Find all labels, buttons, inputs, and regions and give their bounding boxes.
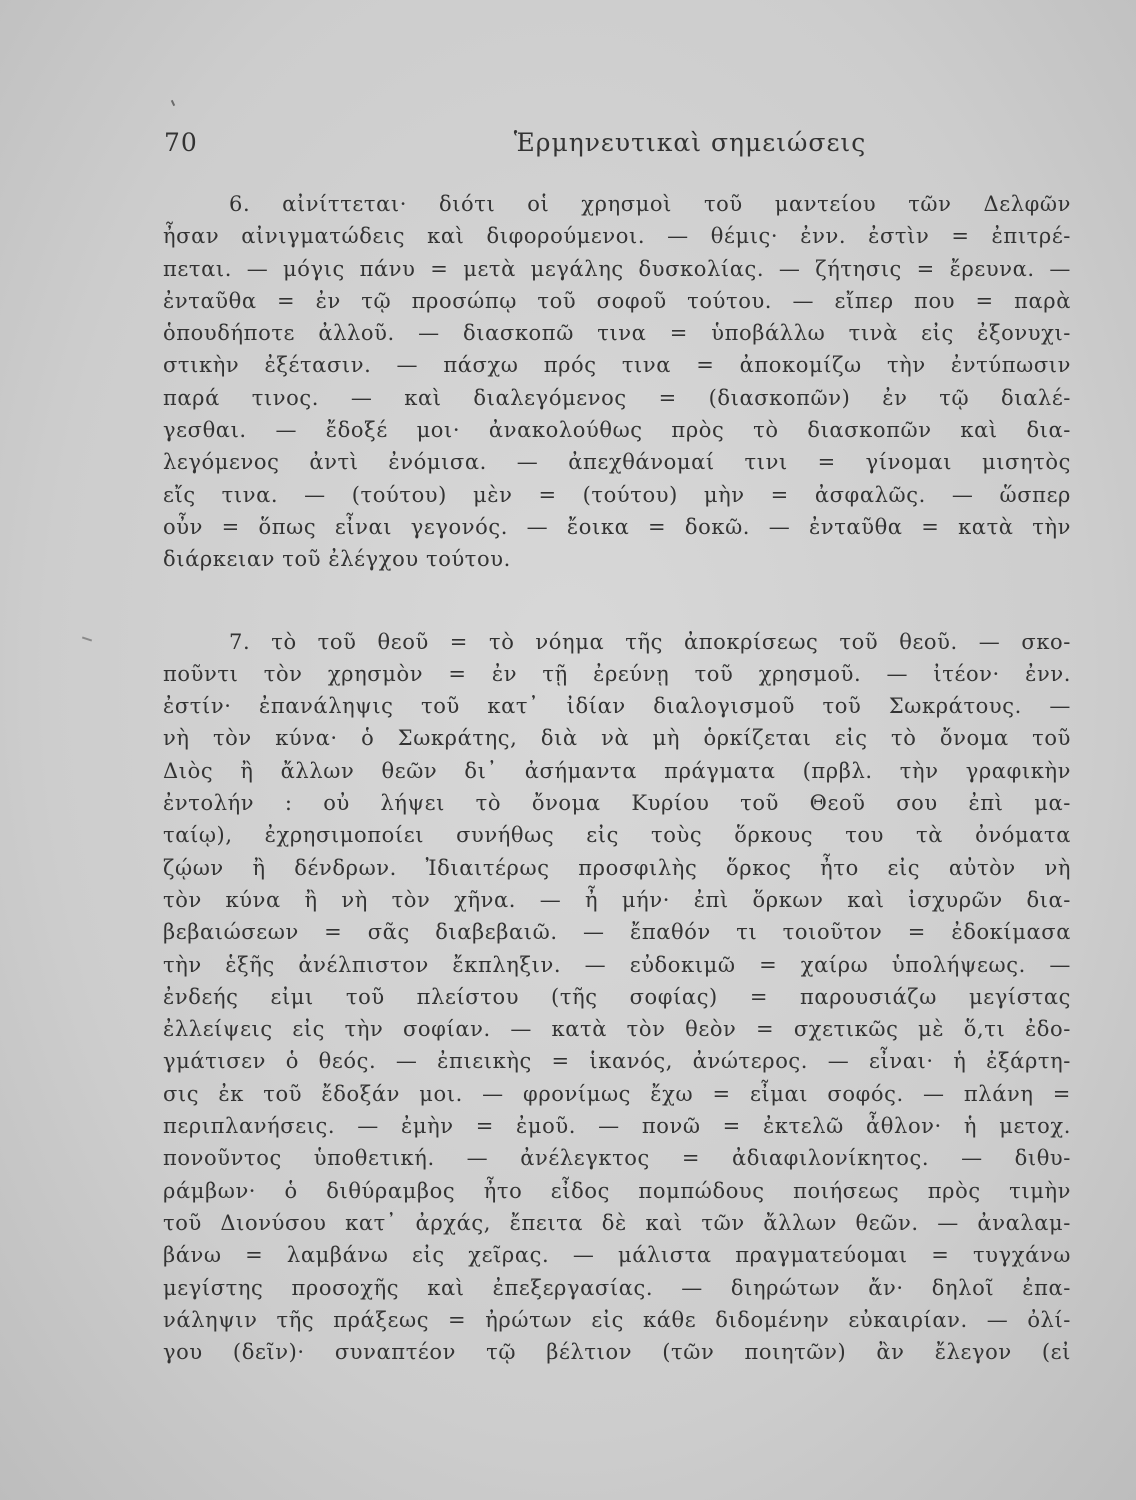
text-line: τοῦ Διονύσου κατ᾿ ἀρχάς, ἔπειτα δὲ καὶ τῶν ἄλλων θεῶν. — ἀναλαμ- [163, 1210, 1071, 1235]
text-line: τὸν κύνα ἢ νὴ τὸν χῆνα. — ἦ μήν· ἐπὶ ὅρκων καὶ ἰσχυρῶν δια- [163, 887, 1071, 912]
text-line: μεγίστης προσοχῆς καὶ ἐπεξεργασίας. — διηρώτων ἄν· δηλοῖ ἐπα- [163, 1275, 1071, 1300]
paragraph-6 [163, 188, 1071, 576]
text-line: βεβαιώσεων = σᾶς διαβεβαιῶ. — ἔπαθόν τι τοιοῦτον = ἐδοκίμασα [163, 920, 1071, 945]
text-line: οὖν = ὅπως εἶναι γεγονός. — ἔοικα = δοκῶ. — ἐνταῦθα = κατὰ τὴν [163, 514, 1071, 539]
text-line: διάρκειαν τοῦ ἐλέγχου τούτου. [163, 547, 511, 572]
paragraph-gap [163, 576, 1071, 626]
text-line: ἐστίν· ἐπανάληψις τοῦ κατ᾿ ἰδίαν διαλογισμοῦ τοῦ Σωκράτους. — [163, 694, 1071, 719]
text-line: ζῴων ἢ δένδρων. Ἰδιαιτέρως προσφιλὴς ὅρκος ἦτο εἰς αὐτὸν νὴ [163, 855, 1071, 880]
text-line: γμάτισεν ὁ θεός. — ἐπιεικὴς = ἱκανός, ἀνώτερος. — εἶναι· ἡ ἐξάρτη- [163, 1049, 1071, 1074]
text-line: ἦσαν αἰνιγματώδεις καὶ διφορούμενοι. — θέμις· ἐνν. ἐστὶν = ἐπιτρέ- [163, 224, 1071, 249]
page-header [160, 128, 1070, 168]
text-line: τὴν ἑξῆς ἀνέλπιστον ἔκπληξιν. — εὐδοκιμῶ = χαίρω ὑπολήψεως. — [163, 952, 1071, 977]
text-line: εἴς τινα. — (τούτου) μὲν = (τούτου) μὴν = ἀσφαλῶς. — ὥσπερ [163, 482, 1071, 507]
text-line: γου (δεῖν)· συναπτέον τῷ βέλτιον (τῶν ποιητῶν) ἂν ἔλεγον (εἰ [163, 1340, 1071, 1365]
text-line: περιπλανήσεις. — ἐμὴν = ἐμοῦ. — πονῶ = ἐκτελῶ ἆθλον· ἡ μετοχ. [163, 1114, 1071, 1139]
text-line: βάνω = λαμβάνω εἰς χεῖρας. — μάλιστα πραγματεύομαι = τυγχάνω [163, 1243, 1071, 1268]
text-line: 7. τὸ τοῦ θεοῦ = τὸ νόημα τῆς ἀποκρίσεως τοῦ θεοῦ. — σκο- [229, 629, 1071, 654]
text-line: ταίῳ), ἐχρησιμοποίει συνήθως εἰς τοὺς ὅρκους του τὰ ὀνόματα [163, 823, 1071, 848]
text-line: πονοῦντος ὑποθετική. — ἀνέλεγκτος = ἀδιαφιλονίκητος. — διθυ- [163, 1146, 1071, 1171]
paragraph-7 [163, 626, 1071, 1369]
text-line: ὁπουδήποτε ἀλλοῦ. — διασκοπῶ τινα = ὑποβάλλω τινὰ εἰς ἐξονυχι- [163, 321, 1071, 346]
text-line: νάληψιν τῆς πράξεως = ἠρώτων εἰς κάθε διδομένην εὐκαιρίαν. — ὀλί- [163, 1307, 1071, 1332]
text-line: ἐντολήν : οὐ λήψει τὸ ὄνομα Κυρίου τοῦ Θεοῦ σου ἐπὶ μα- [163, 791, 1071, 816]
page-speck [171, 100, 175, 106]
text-line: στικὴν ἐξέτασιν. — πάσχω πρός τινα = ἀποκομίζω τὴν ἐντύπωσιν [163, 353, 1071, 378]
text-line: ἐνδεής εἰμι τοῦ πλείστου (τῆς σοφίας) = παρουσιάζω μεγίστας [163, 984, 1071, 1009]
page-number: 70 [164, 128, 198, 157]
running-title: Ἑρμηνευτικαὶ σημειώσεις [513, 128, 867, 157]
text-line: ἐνταῦθα = ἐν τῷ προσώπῳ τοῦ σοφοῦ τούτου. — εἴπερ που = παρὰ [163, 288, 1071, 313]
text-line: ἐλλείψεις εἰς τὴν σοφίαν. — κατὰ τὸν θεὸν = σχετικῶς μὲ ὅ,τι ἐδο- [163, 1017, 1071, 1042]
text-line: νὴ τὸν κύνα· ὁ Σωκράτης, διὰ νὰ μὴ ὁρκίζεται εἰς τὸ ὄνομα τοῦ [163, 726, 1071, 751]
page-speck [82, 637, 92, 642]
text-line: Διὸς ἢ ἄλλων θεῶν δι᾿ ἀσήμαντα πράγματα (πρβλ. τὴν γραφικὴν [163, 758, 1071, 783]
text-line: σις ἐκ τοῦ ἔδοξάν μοι. — φρονίμως ἔχω = εἶμαι σοφός. — πλάνη = [163, 1081, 1071, 1106]
text-line: λεγόμενος ἀντὶ ἐνόμισα. — ἀπεχθάνομαί τινι = γίνομαι μισητὸς [163, 450, 1071, 475]
text-line: ποῦντι τὸν χρησμὸν = ἐν τῇ ἐρεύνῃ τοῦ χρησμοῦ. — ἰτέον· ἐνν. [163, 661, 1071, 686]
text-line: 6. αἰνίττεται· διότι οἱ χρησμοὶ τοῦ μαντείου τῶν Δελφῶν [229, 192, 1071, 216]
body-text [163, 188, 1071, 1368]
text-line: πεται. — μόγις πάνυ = μετὰ μεγάλης δυσκολίας. — ζήτησις = ἔρευνα. — [163, 256, 1071, 281]
text-line: παρά τινος. — καὶ διαλεγόμενος = (διασκοπῶν) ἐν τῷ διαλέ- [163, 385, 1071, 410]
text-line: ράμβων· ὁ διθύραμβος ἦτο εἶδος πομπώδους ποιήσεως πρὸς τιμὴν [163, 1178, 1071, 1203]
text-line: γεσθαι. — ἔδοξέ μοι· ἀνακολούθως πρὸς τὸ διασκοπῶν καὶ δια- [163, 418, 1071, 443]
